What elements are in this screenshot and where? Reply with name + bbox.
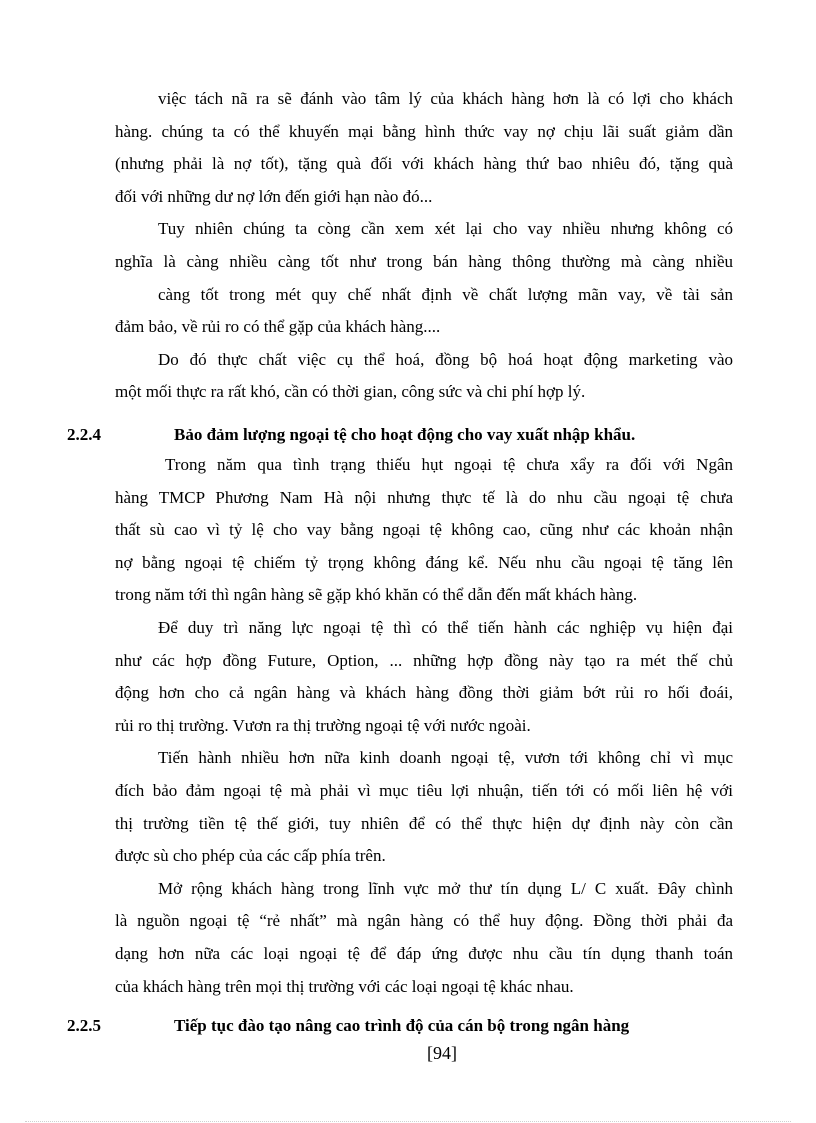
text-line: Do đó thực chất việc cụ thể hoá, đồng bộ hoá hoạt động marketing vào — [158, 349, 733, 369]
section-number: 2.2.5 — [67, 1016, 101, 1035]
text-line: hàng. chúng ta có thể khuyến mại bằng hình thức vay nợ chịu lãi suất giảm dần — [115, 121, 733, 141]
text-line: như các hợp đồng Future, Option, ... những hợp đồng này tạo ra mét thế chủ — [115, 650, 733, 670]
text-line: nghĩa là càng nhiều càng tốt như trong bán hàng thông thường mà càng nhiều — [115, 251, 733, 271]
text-line: nợ bằng ngoại tệ chiếm tỷ trọng không đáng kể. Nếu nhu cầu ngoại tệ tăng lên — [115, 552, 733, 572]
text-line: Trong năm qua tình trạng thiếu hụt ngoại tệ chưa xẩy ra đối với Ngân — [165, 455, 733, 474]
paragraph-continuation — [115, 83, 733, 409]
text-line: càng tốt trong mét quy chế nhất định về chất lượng mãn vay, về tài sản — [158, 284, 733, 304]
text-line: trong năm tới thì ngân hàng sẽ gặp khó khăn có thể dẫn đến mất khách hàng. — [115, 585, 638, 605]
text-line: Tuy nhiên chúng ta còng cần xem xét lại cho vay nhiều nhưng không có — [158, 219, 733, 239]
text-line: Tiến hành nhiều hơn nữa kinh doanh ngoại tệ, vươn tới không chỉ vì mục — [158, 748, 733, 768]
text-line: được sù cho phép của các cấp phía trên. — [115, 846, 386, 866]
text-line: việc tách nã ra sẽ đánh vào tâm lý của khách hàng hơn là có lợi cho khách — [158, 89, 733, 108]
section-body-2-2-4 — [115, 449, 733, 1003]
text-line: thị trường tiền tệ thế giới, tuy nhiên để có thể thực hiện dự định này còn cần — [115, 813, 733, 833]
text-line: dạng hơn nữa các loại ngoại tệ để đáp ứng được nhu cầu tín dụng thanh toán — [115, 943, 733, 963]
footer-divider — [25, 1121, 791, 1122]
section-title: Bảo đảm lượng ngoại tệ cho hoạt động cho vay xuất nhập khẩu. — [174, 425, 636, 444]
text-line: (nhưng phải là nợ tốt), tặng quà đối với khách hàng thứ bao nhiêu đó, tặng quà — [115, 154, 733, 174]
page-number: [94] — [427, 1043, 457, 1063]
text-line: đảm bảo, về rủi ro có thể gặp của khách hàng.... — [115, 317, 441, 337]
text-line: của khách hàng trên mọi thị trường với các loại ngoại tệ khác nhau. — [115, 976, 574, 996]
text-line: rủi ro thị trường. Vươn ra thị trường ngoại tệ với nước ngoài. — [115, 715, 531, 735]
text-line: thất sù cao vì tỷ lệ cho vay bằng ngoại tệ không cao, cũng như các khoản nhận — [115, 520, 733, 540]
section-number: 2.2.4 — [67, 425, 101, 444]
text-line: là nguồn ngoại tệ “rẻ nhất” mà ngân hàng có thể huy động. Đồng thời phải đa — [115, 911, 733, 931]
text-line: Mở rộng khách hàng trong lĩnh vực mở thư tín dụng L/ C xuất. Đây chình — [158, 878, 733, 898]
text-line: một mối thực ra rất khó, cần có thời gian, công sức và chi phí hợp lý. — [115, 382, 586, 402]
text-line: đích bảo đảm ngoại tệ mà phải vì mục tiêu lợi nhuận, tiến tới có mối liên hệ với — [115, 780, 733, 800]
text-line: hàng TMCP Phương Nam Hà nội nhưng thực tế là do nhu cầu ngoại tệ chưa — [115, 487, 733, 507]
section-title: Tiếp tục đào tạo nâng cao trình độ của cán bộ trong ngân hàng — [174, 1016, 630, 1035]
text-line: động hơn cho cả ngân hàng và khách hàng đồng thời giảm bớt rủi ro hối đoái, — [115, 683, 733, 703]
text-line: đối với những dư nợ lớn đến giới hạn nào đó... — [115, 186, 433, 206]
text-line: Để duy trì năng lực ngoại tệ thì có thể tiến hành các nghiệp vụ hiện đại — [158, 617, 733, 637]
